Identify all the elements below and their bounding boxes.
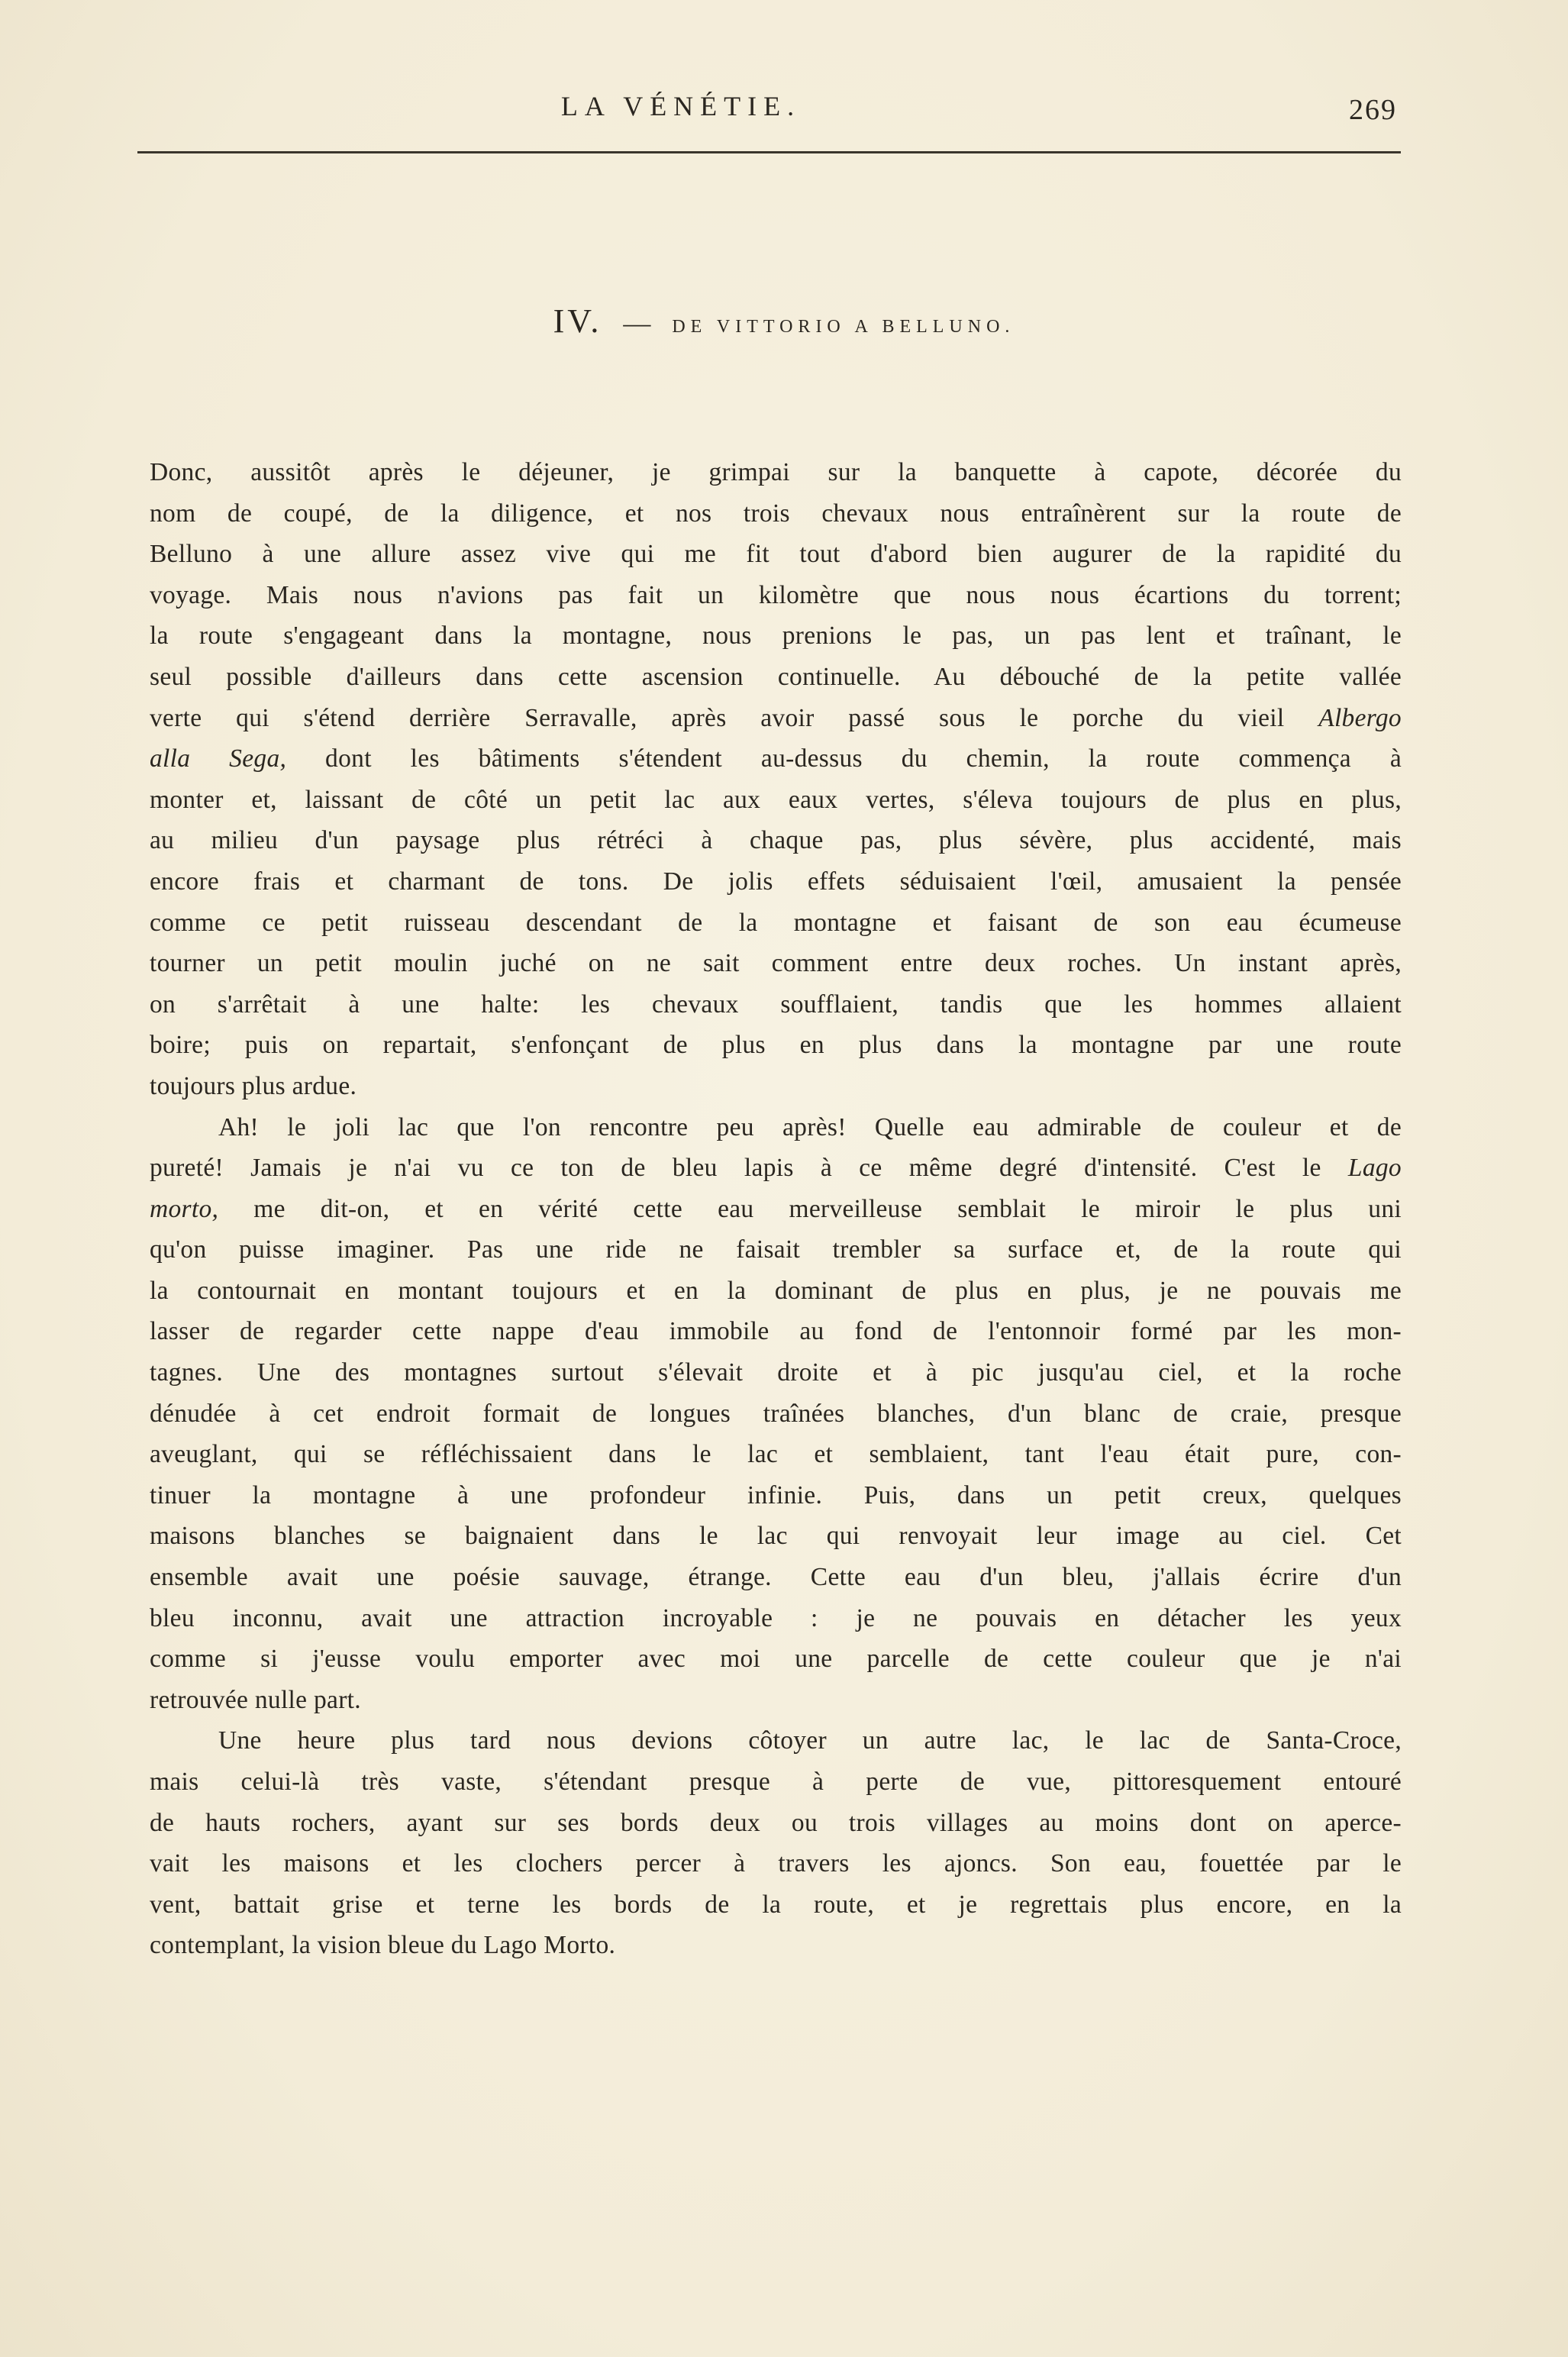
line-text: encore frais et charmant de tons. De jolis effets séduisaient l'œil, amusaient la pensée (150, 867, 1402, 896)
line-text: aveuglant, qui se réfléchissaient dans le lac et semblaient, tant l'eau était pure, con- (150, 1440, 1402, 1469)
section-heading (0, 302, 1568, 341)
line-text: tinuer la montagne à une profondeur infinie. Puis, dans un petit creux, quelques (150, 1480, 1402, 1509)
text-line (150, 534, 1402, 575)
line-text: comme si j'eusse voulu emporter avec moi une parcelle de cette couleur que je n'ai (150, 1645, 1402, 1674)
text-line (150, 1434, 1402, 1475)
text-line (150, 1680, 1402, 1721)
text-line (150, 1229, 1402, 1271)
line-text: la contournait en montant toujours et en la dominant de plus en plus, je ne pouvais me (150, 1276, 1402, 1305)
running-head (0, 86, 1568, 131)
line-text: qu'on puisse imaginer. Pas une ride ne faisait trembler sa surface et, de la route qui (150, 1235, 1402, 1264)
text-line (150, 1639, 1402, 1680)
section-title: DE VITTORIO A BELLUNO. (672, 317, 1015, 337)
text-line (150, 657, 1402, 698)
text-line (150, 1352, 1402, 1393)
line-text: seul possible d'ailleurs dans cette ascension continuelle. Au débouché de la petite vallée (150, 662, 1402, 691)
line-text: mais celui-là très vaste, s'étendant presque à perte de vue, pittoresquement entouré (150, 1768, 1402, 1796)
text-line (150, 452, 1402, 493)
text-line (150, 1557, 1402, 1598)
line-text: vent, battait grise et terne les bords de la route, et je regrettais plus encore, en la (150, 1890, 1402, 1919)
line-text: bleu inconnu, avait une attraction incroyable : je ne pouvais en détacher les yeux (150, 1603, 1402, 1632)
line-text: ensemble avait une poésie sauvage, étrange. Cette eau d'un bleu, j'allais écrire d'un (150, 1563, 1402, 1592)
text-line (150, 1025, 1402, 1066)
text-line (150, 902, 1402, 944)
line-text: maisons blanches se baignaient dans le lac qui renvoyait leur image au ciel. Cet (150, 1522, 1402, 1551)
line-text: tagnes. Une des montagnes surtout s'élevait droite et à pic jusqu'au ciel, et la roche (150, 1358, 1402, 1387)
paragraph (150, 1720, 1402, 1966)
text-line (150, 575, 1402, 616)
text-line (150, 1107, 1402, 1148)
line-text: Une heure plus tard nous devions côtoyer un autre lac, le lac de Santa-Croce, (218, 1726, 1402, 1755)
text-line (150, 1803, 1402, 1844)
text-line (150, 1148, 1402, 1189)
line-text: boire; puis on repartait, s'enfonçant de plus en plus dans la montagne par une route (150, 1031, 1402, 1060)
text-line (150, 1761, 1402, 1803)
text-line (150, 698, 1402, 739)
line-text: au milieu d'un paysage plus rétréci à chaque pas, plus sévère, plus accidenté, mais (150, 826, 1402, 855)
line-text: vait les maisons et les clochers percer à travers les ajoncs. Son eau, fouettée par le (150, 1849, 1402, 1878)
line-text: toujours plus ardue. (150, 1071, 357, 1100)
text-line (150, 1271, 1402, 1312)
line-text: lasser de regarder cette nappe d'eau immobile au fond de l'entonnoir formé par les mon- (150, 1317, 1402, 1346)
line-text: nom de coupé, de la diligence, et nos trois chevaux nous entraînèrent sur la route de (150, 499, 1402, 528)
text-line (150, 738, 1402, 780)
body-text (150, 452, 1402, 1966)
line-text: tourner un petit moulin juché on ne sait comment entre deux roches. Un instant après, (150, 949, 1402, 978)
text-line (150, 1516, 1402, 1557)
line-text: contemplant, la vision bleue du Lago Morto. (150, 1931, 616, 1960)
text-line (150, 1598, 1402, 1639)
text-line (150, 1189, 1402, 1230)
text-line (150, 1884, 1402, 1926)
section-number: IV. (553, 302, 602, 340)
running-title: LA VÉNÉTIE. (560, 91, 802, 121)
text-line (150, 1843, 1402, 1884)
text-line (150, 1311, 1402, 1352)
text-line (150, 1393, 1402, 1435)
page-number: 269 (1349, 94, 1397, 126)
text-line (150, 820, 1402, 861)
italic-term: alla Sega, (150, 744, 287, 773)
text-line (150, 1925, 1402, 1966)
line-text: la route s'engageant dans la montagne, nous prenions le pas, un pas lent et traînant, le (150, 622, 1402, 651)
line-text: Belluno à une allure assez vive qui me fit tout d'abord bien augurer de la rapidité du (150, 540, 1402, 569)
line-text: dénudée à cet endroit formait de longues traînées blanches, d'un blanc de craie, presque (150, 1399, 1402, 1428)
paragraph (150, 1107, 1402, 1721)
text-line (150, 493, 1402, 534)
line-text: pureté! Jamais je n'ai vu ce ton de bleu lapis à ce même degré d'intensité. C'est le (150, 1154, 1321, 1183)
line-text: Ah! le joli lac que l'on rencontre peu après! Quelle eau admirable de couleur et de (218, 1112, 1402, 1141)
line-text: dont les bâtiments s'étendent au-dessus du chemin, la route commença à (286, 744, 1402, 773)
text-line (150, 861, 1402, 902)
line-text: retrouvée nulle part. (150, 1685, 361, 1714)
header-rule (137, 151, 1401, 153)
italic-term: morto, (150, 1194, 219, 1223)
line-text: monter et, laissant de côté un petit lac aux eaux vertes, s'éleva toujours de plus en plus, (150, 785, 1402, 814)
line-text: comme ce petit ruisseau descendant de la montagne et faisant de son eau écumeuse (150, 908, 1402, 937)
line-text: voyage. Mais nous n'avions pas fait un kilomètre que nous nous écartions du torrent; (150, 580, 1402, 609)
text-line (150, 1475, 1402, 1516)
text-line (150, 1066, 1402, 1107)
text-line (150, 943, 1402, 984)
line-text: Donc, aussitôt après le déjeuner, je grimpai sur la banquette à capote, décorée du (150, 458, 1402, 486)
line-text: de hauts rochers, ayant sur ses bords deux ou trois villages au moins dont on aperce- (150, 1808, 1402, 1837)
line-text: verte qui s'étend derrière Serravalle, après avoir passé sous le porche du vieil (150, 703, 1285, 732)
paragraph (150, 452, 1402, 1107)
line-text: me dit-on, et en vérité cette eau merveilleuse semblait le miroir le plus uni (218, 1194, 1402, 1223)
italic-term: Albergo (1318, 703, 1402, 732)
italic-term: Lago (1347, 1154, 1402, 1183)
section-dash: — (623, 308, 651, 338)
text-line (150, 984, 1402, 1025)
text-line (150, 780, 1402, 821)
line-text: on s'arrêtait à une halte: les chevaux soufflaient, tandis que les hommes allaient (150, 990, 1402, 1019)
text-line (150, 1720, 1402, 1761)
text-line (150, 615, 1402, 657)
